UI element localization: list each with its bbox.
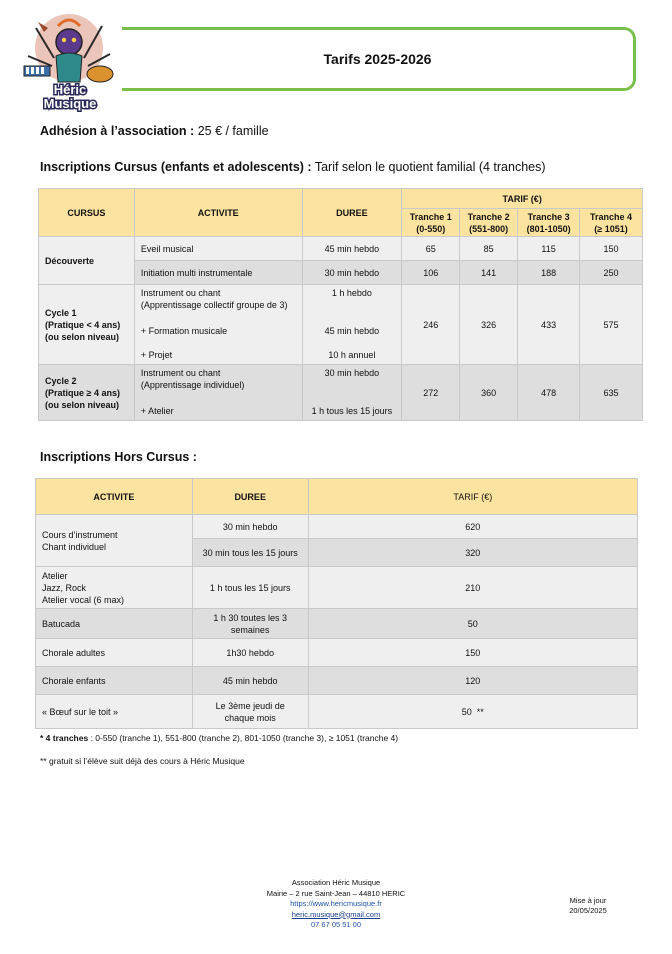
activite-cell: Initiation multi instrumentale: [134, 261, 302, 285]
table-row: [39, 365, 643, 421]
header-activite: ACTIVITE: [134, 189, 302, 237]
header-duree: DUREE: [192, 479, 308, 515]
footer-phone: 07 67 05 51 00: [310, 920, 362, 929]
activite-chorale-adultes: Chorale adultes: [36, 639, 193, 667]
cursus-intro-label: Inscriptions Cursus (enfants et adolescents) :: [40, 160, 312, 174]
footer-website-link[interactable]: https://www.hericmusique.fr: [290, 899, 382, 908]
duree-cell: 30 min hebdo: [192, 515, 308, 539]
activite-batucada: Batucada: [36, 609, 193, 639]
duree-cell: 1 h tous les 15 jours: [192, 567, 308, 609]
duree-cell: 45 min hebdo: [302, 237, 402, 261]
price-cell: 272: [402, 365, 460, 421]
duree-cell: 30 min hebdo: [302, 261, 402, 285]
header-duree: DUREE: [302, 189, 402, 237]
price-cell: 326: [460, 285, 518, 365]
duree-cell: 1 h 30 toutes les 3 semaines: [192, 609, 308, 639]
price-cell: 188: [518, 261, 580, 285]
activite-cell: Eveil musical: [134, 237, 302, 261]
tarif-cell: 120: [308, 667, 637, 695]
price-cell: 150: [580, 237, 643, 261]
header-tarif: TARIF (€): [402, 189, 643, 209]
cursus-cycle-1: Cycle 1 (Pratique < 4 ans) (ou selon niveau): [39, 285, 135, 365]
table-row: [39, 285, 643, 365]
price-cell: 250: [580, 261, 643, 285]
price-cell: 65: [402, 237, 460, 261]
duree-cell: 45 min hebdo: [192, 667, 308, 695]
price-cell: 106: [402, 261, 460, 285]
cursus-intro: [40, 160, 546, 174]
table-row: [36, 695, 638, 729]
footer-email-link[interactable]: heric.musique@gmail.com: [291, 909, 381, 919]
table-row: [36, 567, 638, 609]
price-cell: 575: [580, 285, 643, 365]
header-cursus: CURSUS: [39, 189, 135, 237]
activite-chorale-enfants: Chorale enfants: [36, 667, 193, 695]
note-tranches-text: : 0-550 (tranche 1), 551-800 (tranche 2), 801-1050 (tranche 3), ≥ 1051 (tranche 4): [88, 733, 399, 743]
table-row: [36, 639, 638, 667]
table-row: [36, 515, 638, 539]
price-cell: 115: [518, 237, 580, 261]
adhesion-line: [40, 124, 269, 138]
adhesion-value: 25 € / famille: [197, 124, 269, 138]
tarif-cell: 50 **: [308, 695, 637, 729]
activite-boeuf: « Bœuf sur le toit »: [36, 695, 193, 729]
update-date: 20/05/2025: [569, 906, 607, 915]
price-cell: 141: [460, 261, 518, 285]
price-cell: 478: [518, 365, 580, 421]
note-tranches: [40, 733, 398, 743]
price-cell: 246: [402, 285, 460, 365]
table-row: [36, 609, 638, 639]
hors-cursus-table: [35, 478, 638, 729]
activite-cours-instrument: Cours d’instrument Chant individuel: [36, 515, 193, 567]
cursus-table: [38, 188, 643, 421]
hors-cursus-title: Inscriptions Hors Cursus :: [40, 450, 197, 464]
activite-atelier: Atelier Jazz, Rock Atelier vocal (6 max): [36, 567, 193, 609]
header-activite: ACTIVITE: [36, 479, 193, 515]
duree-cell: Le 3ème jeudi de chaque mois: [192, 695, 308, 729]
activite-cell: Instrument ou chant (Apprentissage individuel) + Atelier: [134, 365, 302, 421]
duree-cell: 1 h hebdo 45 min hebdo 10 h annuel: [302, 285, 402, 365]
duree-cell: 30 min tous les 15 jours: [192, 539, 308, 567]
header-tarif: TARIF (€): [308, 479, 637, 515]
tarif-cell: 210: [308, 567, 637, 609]
svg-text:Héric: Héric: [53, 82, 87, 97]
footer: [236, 878, 436, 931]
price-cell: 85: [460, 237, 518, 261]
svg-text:Musique: Musique: [43, 96, 97, 111]
tarif-cell: 320: [308, 539, 637, 567]
table-row: [36, 667, 638, 695]
activite-cell: Instrument ou chant (Apprentissage collectif groupe de 3) + Formation musicale + Projet: [134, 285, 302, 365]
duree-cell: 1h30 hebdo: [192, 639, 308, 667]
tarif-cell: 620: [308, 515, 637, 539]
table-row: [39, 237, 643, 261]
price-cell: 433: [518, 285, 580, 365]
cursus-intro-text: Tarif selon le quotient familial (4 tranches): [314, 160, 546, 174]
duree-cell: 30 min hebdo 1 h tous les 15 jours: [302, 365, 402, 421]
page-title: Tarifs 2025-2026: [323, 51, 432, 67]
cursus-cycle-2: Cycle 2 (Pratique ≥ 4 ans) (ou selon niveau): [39, 365, 135, 421]
header-tranche-1: Tranche 1 (0-550): [402, 209, 460, 237]
update-label: Mise à jour: [569, 896, 607, 905]
tarif-cell: 150: [308, 639, 637, 667]
price-cell: 360: [460, 365, 518, 421]
cursus-decouverte: Découverte: [39, 237, 135, 285]
title-frame: [122, 27, 636, 91]
header-tranche-4: Tranche 4 (≥ 1051): [580, 209, 643, 237]
tarif-cell: 50: [308, 609, 637, 639]
update-info: [553, 896, 623, 916]
note-gratuit: ** gratuit si l’élève suit déjà des cours à Héric Musique: [40, 756, 245, 766]
header-tranche-2: Tranche 2 (551-800): [460, 209, 518, 237]
adhesion-label: Adhésion à l’association :: [40, 124, 195, 138]
price-cell: 635: [580, 365, 643, 421]
heric-musique-logo: [18, 8, 120, 112]
header-tranche-3: Tranche 3 (801-1050): [518, 209, 580, 237]
note-tranches-label: * 4 tranches: [40, 733, 89, 743]
footer-address: Mairie – 2 rue Saint-Jean – 44810 HERIC: [266, 888, 406, 898]
footer-assoc: Association Héric Musique: [291, 878, 381, 887]
